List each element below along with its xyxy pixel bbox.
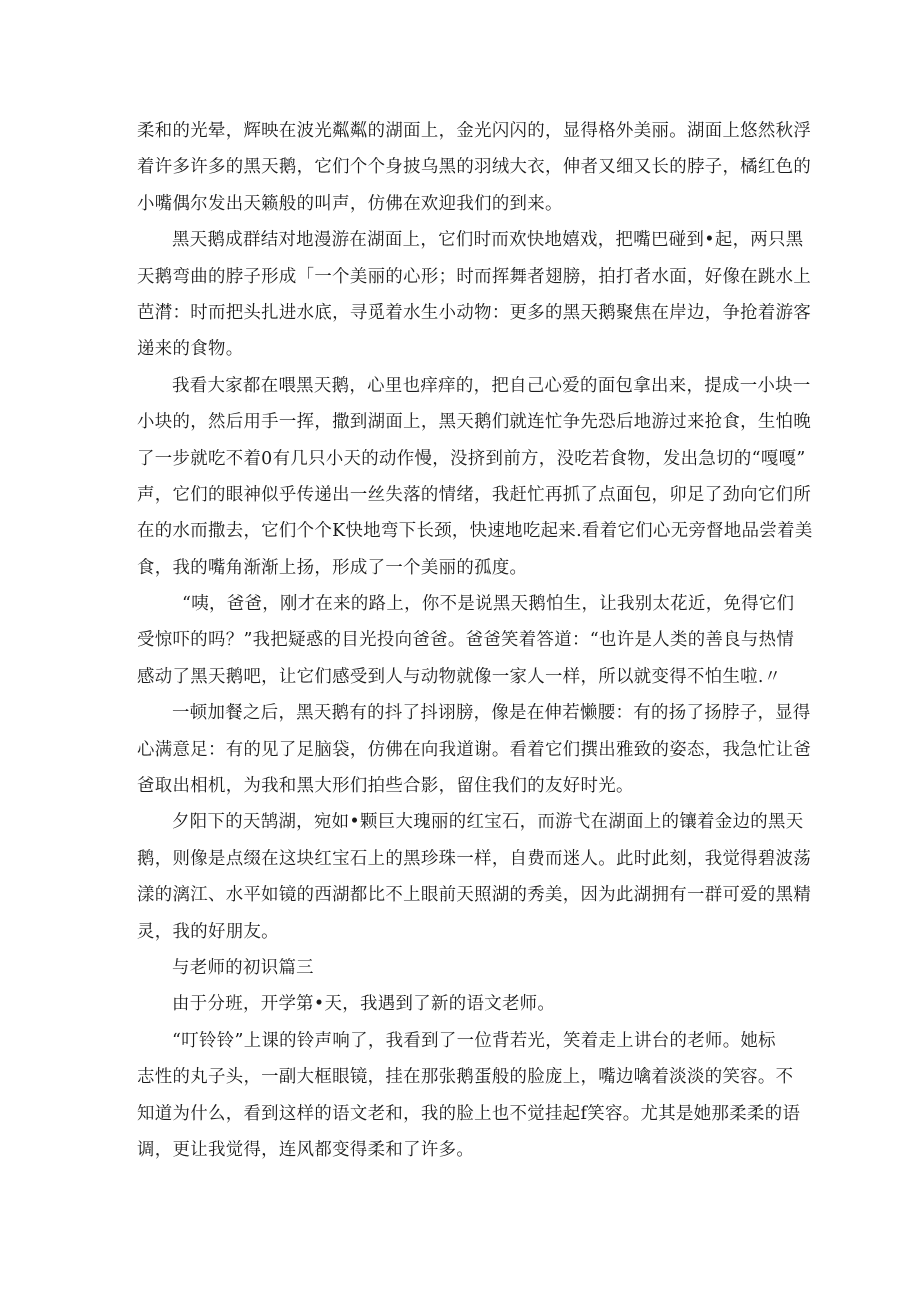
paragraph-first-line: 我看大家都在喂黑天鹅，心里也痒痒的，把自己心爱的面包拿出来，提成一小块一 — [172, 375, 811, 396]
text-line: 食，我的嘴角渐渐上扬，形成了一个美丽的孤度。 — [137, 557, 528, 578]
text-line: 芭潸：时而把头扎进水底，寻觅着水生小动物：更多的黑天鹅聚焦在岸边，争抢着游客 — [137, 302, 812, 323]
text-line: 着许多许多的黑天鹅，它们个个身披乌黑的羽绒大衣，伸者又细又长的脖子，橘红色的 — [137, 157, 812, 178]
text-line: 受惊吓的吗？”我把疑惑的目光投向爸爸。爸爸笑着答道：“也许是人类的善良与热情 — [137, 630, 795, 651]
text-line: 调，更让我觉得，连风都变得柔和了许多。 — [137, 1139, 475, 1160]
text-line: 心满意足：有的见了足脑袋，仿佛在向我道谢。看着它们撰出雅致的姿态，我急忙让爸 — [137, 739, 812, 760]
text-line: 小嘴偶尔发出天籁般的叫声，仿佛在欢迎我们的到来。 — [137, 193, 563, 214]
document-body — [137, 113, 813, 1168]
paragraph-first-line: 夕阳下的天鹄湖，宛如•颗巨大瑰丽的红宝石，而游弋在湖面上的镶着金边的黑天 — [172, 812, 804, 833]
paragraph-first-line: “咦，爸爸，刚才在来的路上，你不是说黑天鹅怕生，让我别太花近，免得它们 — [182, 594, 795, 615]
paragraph-first-line: “叮铃铃”上课的铃声响了，我看到了一位背若光，笑着走上讲台的老师。她标 — [172, 1030, 776, 1051]
text-line: 鹅，则像是点缀在这块红宝石上的黑珍珠一样，自费而迷人。此时此刻，我觉得碧波荡 — [137, 848, 812, 869]
text-line: 灵，我的好朋友。 — [137, 921, 279, 942]
text-line: 递来的食物。 — [137, 339, 244, 360]
text-line: 爸取出相机，为我和黑大形们拍些合影，留住我们的友好时光。 — [137, 776, 634, 797]
text-line: 声，它们的眼神似乎传递出一丝失落的情绪，我赶忙再抓了点面包，卯足了劲向它们所 — [137, 484, 812, 505]
text-line: 小块的，然后用手一挥，撒到湖面上，黑天鹅们就连忙争先恐后地游过来抢食，生怕晚 — [137, 412, 812, 433]
paragraph-first-line: 由于分班，开学第•天，我遇到了新的语文老师。 — [172, 994, 556, 1015]
text-line: 志性的丸子头，一副大框眼镜，挂在那张鹅蛋般的脸庞上，嘴边噙着淡淡的笑容。不 — [137, 1067, 794, 1088]
text-line: 漾的漓江、水平如镜的西湖都比不上眼前天照湖的秀美，因为此湖拥有一群可爱的黑精 — [137, 885, 812, 906]
section-heading: 与老师的初识篇三 — [172, 957, 314, 978]
text-line: 感动了黑天鹅吧，让它们感受到人与动物就像一家人一样，所以就变得不怕生啦.〃 — [137, 666, 782, 687]
text-line: 知道为什么，看到这样的语文老和，我的脸上也不觉挂起f笑容。尤其是她那柔柔的语 — [137, 1103, 801, 1124]
paragraph-first-line: 黑天鹅成群结对地漫游在湖面上，它们时而欢快地嬉戏，把嘴巴碰到•起，两只黑 — [172, 230, 804, 251]
text-line: 了一步就吃不着0有几只小天的动作慢，没挤到前方，没吃若食物，发出急切的“嘎嘎” — [137, 448, 806, 469]
text-line: 柔和的光晕，辉映在波光粼粼的湖面上，金光闪闪的，显得格外美丽。湖面上悠然秋浮 — [137, 121, 812, 141]
text-line: 在的水而撒去，它们个个K快地弯下长颈，快速地吃起来.看着它们心无旁督地品尝着美 — [137, 521, 813, 542]
text-line: 天鹅弯曲的脖子形成「一个美丽的心形；时而挥舞者翅膀，拍打者水面，好像在跳水上 — [137, 266, 812, 287]
paragraph-first-line: 一顿加餐之后，黑天鹅有的抖了抖诩膀，像是在伸若懒腰：有的扬了扬脖子，显得 — [172, 703, 811, 724]
